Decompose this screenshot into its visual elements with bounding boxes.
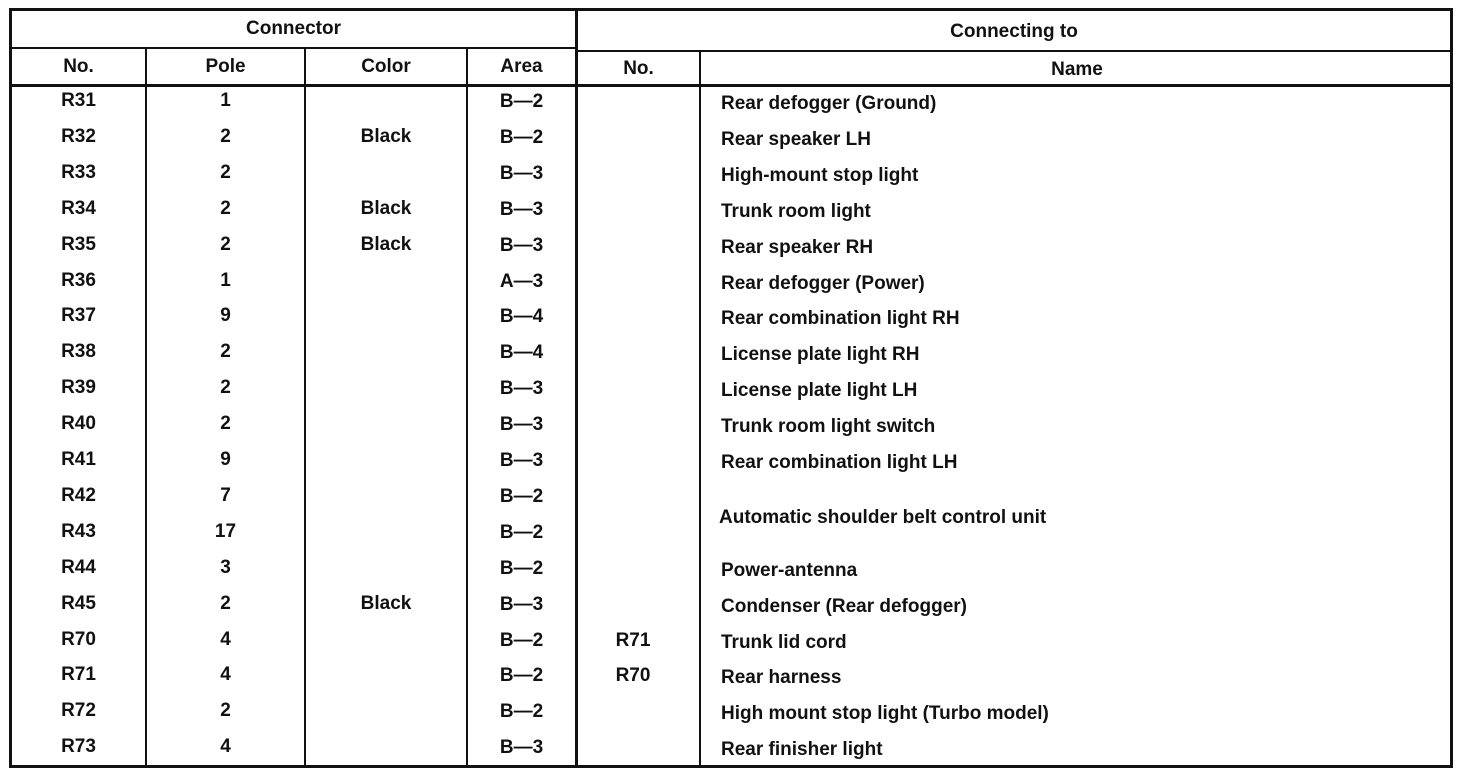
cell-area: B—3 [499,162,544,184]
divider-column-header [9,84,1453,87]
cell-area: B—2 [499,91,544,112]
divider-group-header-right [577,50,1453,52]
column-header-no: No. [63,56,94,77]
cell-area: B—2 [499,701,544,723]
cell-pole: 2 [220,377,231,399]
cell-no: R40 [61,413,96,435]
cell-pole: 4 [220,664,231,686]
cell-name: Trunk room light [721,200,871,222]
cell-name: Rear defogger (Power) [721,272,925,294]
cell-no: R73 [61,736,96,758]
column-header-color: Color [361,56,411,77]
cell-area: B—3 [499,737,544,759]
cell-area: B—2 [499,126,544,148]
cell-no: R70 [61,628,96,650]
cell-pole: 9 [220,449,231,470]
cell-color: Black [360,125,412,147]
cell-area: B—3 [499,198,544,220]
cell-color: Black [360,197,412,219]
cell-area: B—4 [499,342,544,364]
cell-name: License plate light RH [721,344,920,366]
cell-name: Trunk lid cord [721,631,847,653]
cell-name: Rear speaker RH [721,236,874,258]
cell-pole: 17 [214,520,237,542]
cell-to-no: R71 [615,629,651,651]
cell-no: R71 [61,664,96,686]
divider-no-pole [145,47,147,768]
group-header-connecting-to: Connecting to [950,21,1078,42]
cell-area: B—2 [499,485,544,507]
cell-no: R35 [61,233,96,255]
group-header-connector: Connector [246,18,341,39]
cell-pole: 7 [220,484,231,506]
divider-group-header [9,47,577,49]
cell-pole: 2 [220,197,231,219]
cell-pole: 9 [220,305,231,327]
cell-pole: 2 [220,592,231,614]
cell-no: R72 [61,700,96,722]
cell-no: R32 [61,125,96,147]
cell-no: R45 [61,592,96,614]
cell-name: Power-antenna [721,559,858,581]
cell-no: R33 [61,161,96,183]
cell-name: Rear combination light LH [721,452,958,473]
cell-name: Rear combination light RH [721,308,960,330]
cell-area: B—3 [499,378,544,400]
cell-pole: 1 [220,269,231,291]
cell-pole: 4 [220,736,231,758]
cell-name: Condenser (Rear defogger) [721,595,967,617]
cell-area: B—4 [499,306,544,328]
cell-pole: 1 [220,90,231,111]
cell-name: Rear defogger (Ground) [721,93,937,114]
column-header-name: Name [1051,59,1103,80]
column-header-pole: Pole [205,56,246,77]
cell-no: R42 [61,484,96,506]
cell-no: R37 [61,305,96,327]
cell-area: B—3 [499,234,544,256]
divider-connector-connecting [575,8,578,768]
divider-color-area [466,47,468,768]
cell-area: B—3 [499,593,544,615]
cell-pole: 2 [220,700,231,722]
divider-tono-name [699,50,701,768]
cell-area: B—2 [499,665,544,687]
cell-no: R34 [61,197,96,219]
cell-to-no: R70 [615,665,651,687]
merged-name-cell: Automatic shoulder belt control unit [719,507,1047,528]
cell-pole: 2 [220,341,231,363]
cell-no: R31 [61,90,96,111]
cell-area: A—3 [499,270,544,292]
cell-name: High-mount stop light [721,164,919,186]
cell-name: License plate light LH [721,380,918,402]
cell-pole: 2 [220,125,231,147]
cell-color: Black [360,592,412,614]
cell-name: Rear finisher light [721,739,883,761]
cell-pole: 4 [220,628,231,650]
cell-area: B—3 [499,450,544,471]
column-header-area: Area [500,56,543,77]
cell-pole: 3 [220,556,231,578]
cell-area: B—2 [499,521,544,543]
cell-area: B—3 [499,414,544,436]
cell-no: R36 [61,269,96,291]
cell-no: R38 [61,341,96,363]
cell-no: R41 [61,449,96,470]
column-header-connecting-no: No. [623,58,654,79]
cell-pole: 2 [220,233,231,255]
cell-color: Black [360,233,412,255]
cell-name: High mount stop light (Turbo model) [721,703,1049,725]
cell-area: B—2 [499,629,544,651]
cell-area: B—2 [499,557,544,579]
cell-no: R39 [61,377,96,399]
divider-pole-color [304,47,306,768]
cell-no: R43 [61,520,96,542]
cell-pole: 2 [220,161,231,183]
cell-no: R44 [61,556,96,578]
cell-name: Rear speaker LH [721,128,871,150]
cell-pole: 2 [220,413,231,435]
cell-name: Trunk room light switch [721,416,936,438]
cell-name: Rear harness [721,667,842,689]
